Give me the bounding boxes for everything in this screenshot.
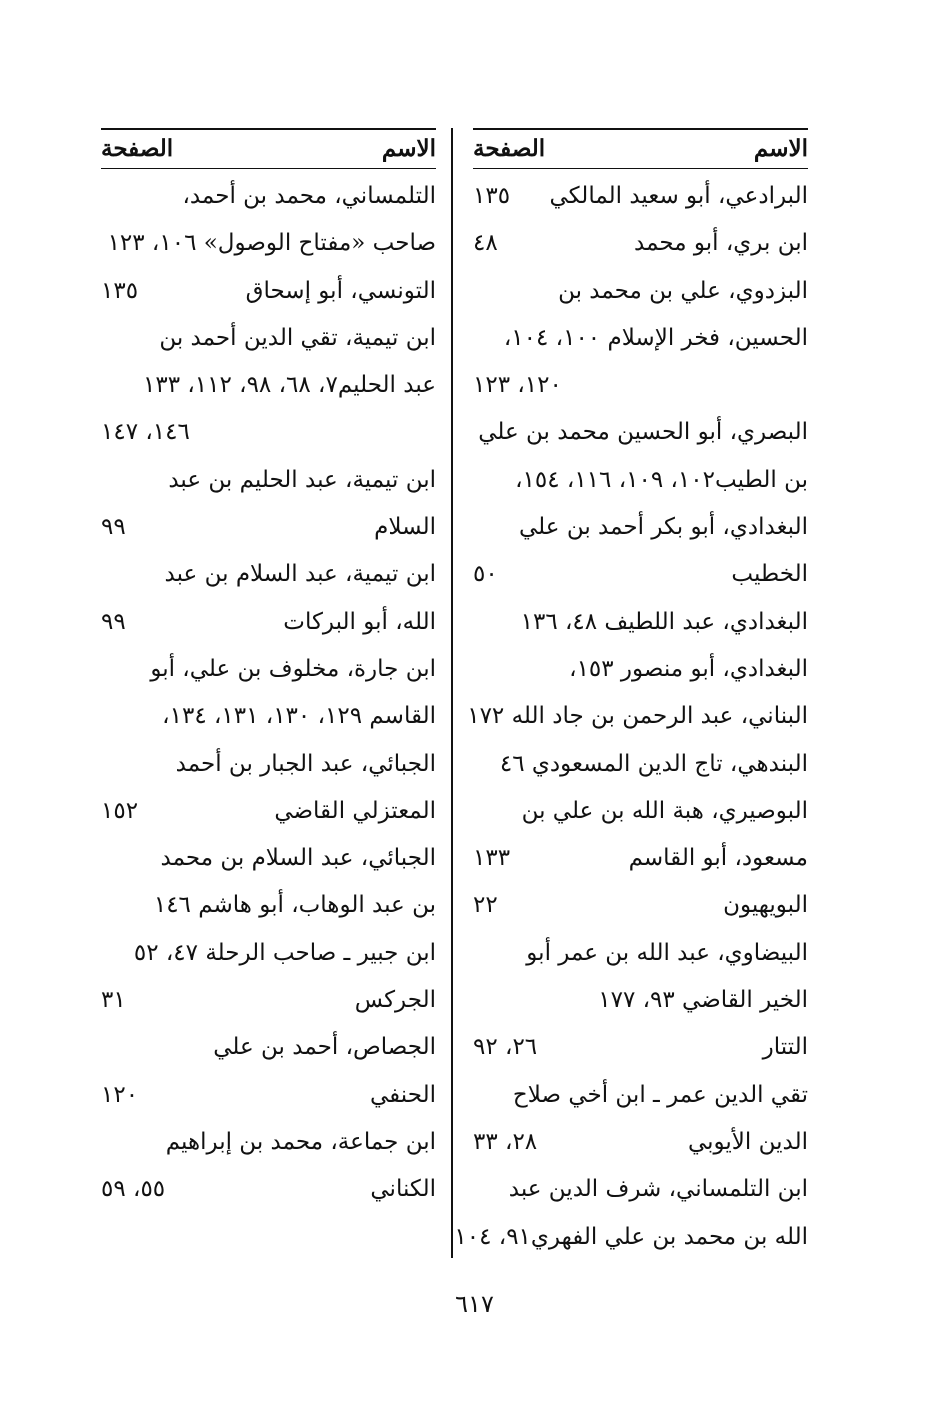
entry-text: الجصاص، أحمد بن علي: [213, 1034, 436, 1061]
entry-text: تقي الدين عمر ـ ابن أخي صلاح: [512, 1081, 808, 1108]
column-header-rule: [473, 168, 808, 169]
entry-text: التونسي، أبو إسحاق: [245, 277, 436, 304]
entry-pages: ١٣٥: [473, 183, 511, 209]
entry-text: الله، أبو البركات: [283, 608, 436, 635]
entry-text: بن الطيب١٠٢، ١٠٩، ١١٦، ١٥٤،: [515, 466, 808, 493]
entry-text: البويهيون: [723, 892, 808, 919]
entry-text: التتار: [762, 1034, 808, 1061]
index-entry-line: [101, 409, 436, 456]
entry-text: ابن تيمية، عبد السلام بن عبد: [164, 561, 436, 588]
index-entry-line: [473, 882, 808, 929]
entry-text: البغدادي، عبد اللطيف ٤٨، ١٣٦: [520, 608, 808, 635]
index-entry-line: [473, 599, 808, 646]
index-entry-line: [101, 268, 436, 315]
entry-text: السلام: [374, 514, 436, 541]
entry-pages: ١٣٥: [101, 277, 139, 304]
entry-text: ابن التلمساني، شرف الدين عبد: [508, 1176, 808, 1203]
entry-text: البزدوي، علي بن محمد بن: [558, 277, 808, 304]
entry-text: صاحب «مفتاح الوصول» ١٠٦، ١٢٣: [107, 230, 436, 257]
entry-text: مسعود، أبو القاسم: [628, 845, 808, 872]
entry-text: الكناني: [370, 1176, 436, 1203]
entry-text: المعتزلي القاضي: [274, 797, 436, 824]
index-entry-line: [101, 741, 436, 788]
column-header: [101, 130, 436, 168]
index-entry-line: [101, 173, 436, 220]
index-entry-line: [473, 930, 808, 977]
index-entry-line: [101, 788, 436, 835]
name-header: الاسم: [753, 135, 808, 162]
index-entry-line: [101, 1166, 436, 1213]
entry-text: ابن جماعة، محمد بن إبراهيم: [165, 1128, 436, 1155]
index-entry-line: [101, 504, 436, 551]
entry-text: ابن جارة، مخلوف بن علي، أبو: [150, 655, 436, 682]
index-entry-line: [101, 930, 436, 977]
index-column-right: [454, 128, 808, 1261]
page-number: ٦١٧: [455, 1290, 494, 1318]
entry-text: عبد الحليم٧، ٦٨، ٩٨، ١١٢، ١٣٣: [142, 372, 436, 399]
entry-text: الله بن محمد بن علي الفهري٩١، ١٠٤: [454, 1223, 808, 1250]
page-header: الصفحة: [101, 135, 174, 162]
index-entry-line: [473, 268, 808, 315]
index-entry-line: [101, 1024, 436, 1071]
entry-text: ابن تيمية، تقي الدين أحمد بن: [159, 324, 436, 351]
index-entry-line: [101, 220, 436, 267]
column-header-rule: [101, 168, 436, 169]
index-entry-line: [101, 882, 436, 929]
index-entry-line: [101, 1072, 436, 1119]
entry-text: ابن جبير ـ صاحب الرحلة ٤٧، ٥٢: [133, 939, 436, 966]
entry-pages: ٢٨، ٣٣: [473, 1128, 538, 1155]
entry-pages: ٥٠: [473, 561, 498, 588]
entry-text: الخير القاضي ٩٣، ١٧٧: [598, 987, 808, 1014]
index-entry-line: [101, 693, 436, 740]
index-entry-line: [473, 1119, 808, 1166]
index-entry-line: [101, 362, 436, 409]
index-entry-line: [473, 504, 808, 551]
index-entry-line: [101, 551, 436, 598]
index-entries-left: [101, 173, 436, 1214]
entry-pages: ١٤٦، ١٤٧: [101, 419, 190, 446]
index-entries-right: [454, 173, 808, 1261]
index-entry-line: [473, 409, 808, 456]
index-entry-line: [473, 1072, 808, 1119]
entry-pages: ١٣٣: [473, 845, 511, 872]
entry-text: الدين الأيوبي: [687, 1128, 808, 1155]
entry-text: التلمساني، محمد بن أحمد،: [182, 183, 436, 209]
index-column-left: [101, 128, 436, 1214]
index-entry-line: [101, 977, 436, 1024]
index-entry-line: [473, 551, 808, 598]
entry-text: الجبائي، عبد الجبار بن أحمد: [175, 750, 436, 777]
entry-pages: ١٢٠، ١٢٣: [473, 372, 562, 399]
page-header: الصفحة: [473, 135, 546, 162]
entry-text: البندهي، تاج الدين المسعودي ٤٦: [499, 750, 808, 777]
entry-text: ابن بري، أبو محمد: [634, 230, 808, 257]
index-entry-line: [473, 977, 808, 1024]
entry-pages: ١٥٢: [101, 797, 139, 824]
entry-pages: ٣١: [101, 987, 126, 1014]
entry-pages: ١٢٠: [101, 1081, 139, 1108]
entry-pages: ٥٥، ٥٩: [101, 1176, 166, 1203]
name-header: الاسم: [381, 135, 436, 162]
entry-text: الخطيب: [731, 561, 808, 588]
entry-pages: ٢٦، ٩٢: [473, 1034, 538, 1061]
index-entry-line: [101, 599, 436, 646]
entry-text: البصري، أبو الحسين محمد بن علي: [478, 419, 808, 446]
index-entry-line: [101, 457, 436, 504]
index-entry-line: [473, 457, 808, 504]
entry-text: البرادعي، أبو سعيد المالكي: [549, 183, 808, 209]
index-entry-line: [473, 1024, 808, 1071]
index-entry-line: [101, 835, 436, 882]
column-header: [473, 130, 808, 168]
index-entry-line: [473, 173, 808, 220]
index-entry-line: [101, 646, 436, 693]
index-entry-line: [473, 362, 808, 409]
entry-text: الجبائي، عبد السلام بن محمد: [160, 845, 436, 872]
index-entry-line: [454, 1214, 808, 1261]
entry-text: البناني، عبد الرحمن بن جاد الله ١٧٢: [467, 703, 808, 730]
index-entry-line: [473, 220, 808, 267]
entry-text: البيضاوي، عبد الله بن عمر أبو: [526, 939, 808, 966]
index-entry-line: [101, 315, 436, 362]
entry-text: البغدادي، أبو بكر أحمد بن علي: [519, 514, 808, 541]
entry-pages: ٢٢: [473, 892, 498, 919]
entry-text: البغدادي، أبو منصور ١٥٣،: [569, 655, 808, 682]
entry-text: الجركس: [354, 987, 436, 1014]
index-entry-line: [473, 835, 808, 882]
entry-text: الحنفي: [370, 1081, 436, 1108]
column-divider: [451, 128, 453, 1258]
index-entry-line: [473, 788, 808, 835]
entry-text: بن عبد الوهاب، أبو هاشم ١٤٦: [153, 892, 436, 919]
entry-text: القاسم ١٢٩، ١٣٠، ١٣١، ١٣٤،: [162, 703, 436, 730]
entry-text: ابن تيمية، عبد الحليم بن عبد: [168, 466, 436, 493]
entry-text: الحسين، فخر الإسلام ١٠٠، ١٠٤،: [503, 324, 808, 351]
index-entry-line: [473, 741, 808, 788]
index-entry-line: [473, 315, 808, 362]
index-entry-line: [473, 646, 808, 693]
entry-pages: ٩٩: [101, 608, 126, 635]
index-entry-line: [467, 693, 808, 740]
entry-pages: ٩٩: [101, 514, 126, 541]
entry-text: البوصيري، هبة الله بن علي بن: [521, 797, 808, 824]
index-entry-line: [473, 1166, 808, 1213]
index-entry-line: [101, 1119, 436, 1166]
entry-pages: ٤٨: [473, 230, 498, 257]
